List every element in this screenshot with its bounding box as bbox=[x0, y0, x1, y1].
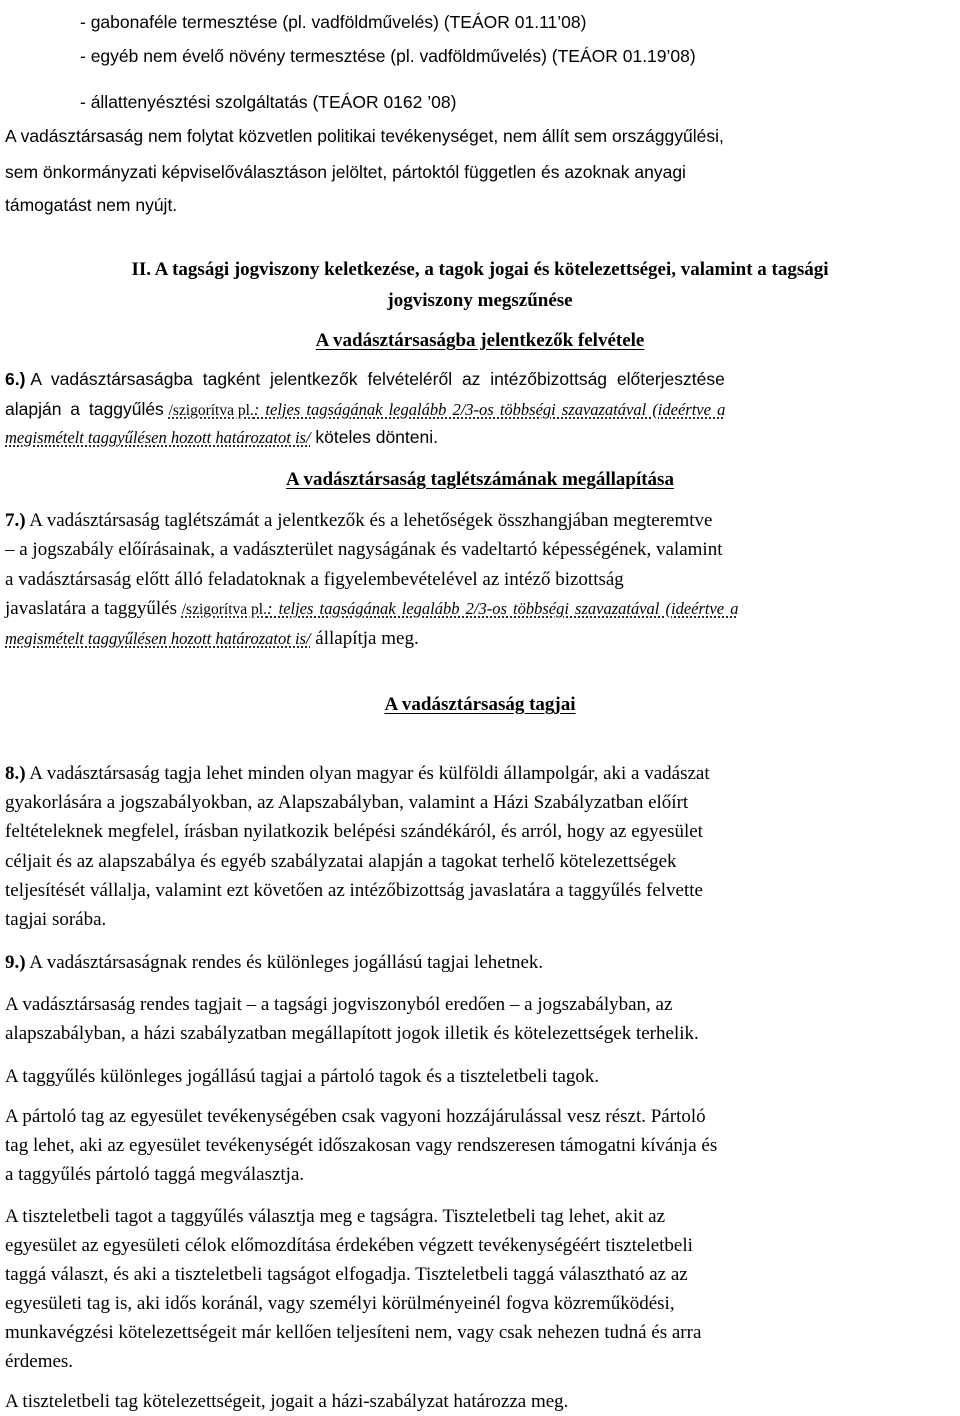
subsection-heading: A vadásztársaságba jelentkezők felvétele bbox=[315, 330, 645, 351]
paragraph-6-line: 6.) A vadásztársaságba tagként jelentkezők felvételéről az intézőbizottság előterjesztése bbox=[5, 369, 725, 389]
paragraph-number: 7.) bbox=[5, 510, 26, 531]
paragraph-7-line: – a jogszabály előírásainak, a vadászterület nagyságának és vadeltartó képességének, valamint bbox=[5, 539, 723, 560]
subsection-heading: A vadásztársaság taglétszámának megállapítása bbox=[286, 469, 674, 490]
amendment-text: : teljes tagságának legalább 2/3-os többségi szavazatával (ideértve a bbox=[266, 599, 739, 618]
paragraph-line: A vadásztársaság rendes tagjait – a tagsági jogviszonyból eredően – a jogszabályban, az bbox=[5, 994, 673, 1015]
activity-item: - gabonaféle termesztése (pl. vadföldművelés) (TEÁOR 01.11’08) bbox=[80, 12, 587, 32]
section-title: II. A tagsági jogviszony keletkezése, a tagok jogai és kötelezettségei, valamint a tagsági bbox=[131, 259, 829, 280]
politics-paragraph-line: támogatást nem nyújt. bbox=[5, 195, 178, 215]
section-title: jogviszony megszűnése bbox=[387, 290, 573, 311]
politics-paragraph-line: A vadásztársaság nem folytat közvetlen politikai tevékenységet, nem állít sem országgyűlési, bbox=[5, 126, 724, 146]
paragraph-line: A taggyűlés különleges jogállású tagjai a pártoló tagok és a tiszteletbeli tagok. bbox=[5, 1066, 600, 1087]
paragraph-7-line: javaslatára a taggyűlés /szigorítva pl.: teljes tagságának legalább 2/3-os többségi szavazatával (ideértve a bbox=[5, 598, 739, 619]
paragraph-8-line: feltételeknek megfelel, írásban nyilatkozik belépési szándékáról, és arról, hogy az egyesület bbox=[5, 821, 703, 842]
paragraph-9-line: 9.) A vadásztársaságnak rendes és különleges jogállású tagjai lehetnek. bbox=[5, 952, 544, 973]
paragraph-line: A tiszteletbeli tagot a taggyűlés választja meg e tagságra. Tiszteletbeli tag lehet, akit az bbox=[5, 1206, 666, 1227]
subsection-heading: A vadásztársaság tagjai bbox=[384, 694, 576, 715]
paragraph-8-line: gyakorlására a jogszabályokban, az Alapszabályban, valamint a Házi Szabályzatban előírt bbox=[5, 792, 689, 813]
paragraph-8-line: tagjai sorába. bbox=[5, 909, 107, 930]
paragraph-6-line: alapján a taggyűlés /szigorítva pl.: teljes tagságának legalább 2/3-os többségi szavazatával (ideértve a bbox=[5, 399, 726, 419]
paragraph-line: munkavégzési kötelezettségeit már kellően teljesíteni nem, vagy csak nehezen tudná és arra bbox=[5, 1322, 702, 1343]
paragraph-7-line: a vadásztársaság előtt álló feladatoknak a figyelembevételével az intéző bizottság bbox=[5, 569, 624, 590]
paragraph-line: egyesület az egyesületi célok előmozdítása érdekében végzett tevékenységéért tiszteletbeli bbox=[5, 1235, 693, 1256]
paragraph-7-line: 7.) A vadásztársaság taglétszámát a jelentkezők és a lehetőségek összhangjában megteremtve bbox=[5, 510, 713, 531]
politics-paragraph-line: sem önkormányzati képviselőválasztáson jelöltet, pártoktól független és azoknak anyagi bbox=[5, 162, 686, 182]
paragraph-number: 6.) bbox=[5, 369, 26, 389]
paragraph-number: 9.) bbox=[5, 952, 26, 973]
amendment-text: : teljes tagságának legalább 2/3-os többségi szavazatával (ideértve a bbox=[253, 400, 726, 419]
paragraph-line: a taggyűlés pártoló taggá megválasztja. bbox=[5, 1164, 305, 1185]
paragraph-line: A pártoló tag az egyesület tevékenységében csak vagyoni hozzájárulással vesz részt. Pártoló bbox=[5, 1106, 706, 1127]
amendment-label: /szigorítva pl. bbox=[181, 601, 267, 618]
activity-item: - egyéb nem évelő növény termesztése (pl. vadföldművelés) (TEÁOR 01.19’08) bbox=[80, 46, 696, 66]
paragraph-7-line: megismételt taggyűlésen hozott határozatot is/ állapítja meg. bbox=[5, 628, 419, 649]
paragraph-line: alapszabályban, a házi szabályzatban megállapított jogok illetik és kötelezettségek terhelik. bbox=[5, 1023, 699, 1044]
paragraph-8-line: 8.) A vadásztársaság tagja lehet minden olyan magyar és külföldi állampolgár, aki a vadászat bbox=[5, 763, 710, 784]
paragraph-6-line: megismételt taggyűlésen hozott határozatot is/ köteles dönteni. bbox=[5, 427, 438, 447]
amendment-label: /szigorítva pl. bbox=[168, 402, 254, 419]
paragraph-8-line: céljait és az alapszabálya és egyéb szabályzatai alapján a tagokat terhelő kötelezettségek bbox=[5, 851, 677, 872]
paragraph-line: érdemes. bbox=[5, 1351, 74, 1372]
amendment-text: megismételt taggyűlésen hozott határozatot is/ bbox=[5, 629, 311, 648]
paragraph-number: 8.) bbox=[5, 763, 26, 784]
paragraph-line: A tiszteletbeli tag kötelezettségeit, jogait a házi-szabályzat határozza meg. bbox=[5, 1391, 569, 1412]
paragraph-line: taggá választ, és aki a tiszteletbeli tagságot elfogadja. Tiszteletbeli taggá választható az az bbox=[5, 1264, 688, 1285]
paragraph-line: egyesületi tag is, aki idős koránál, vagy személyi körülményeinél fogva közreműködési, bbox=[5, 1293, 675, 1314]
amendment-text: megismételt taggyűlésen hozott határozatot is/ bbox=[5, 428, 311, 447]
paragraph-8-line: teljesítését vállalja, valamint ezt követően az intézőbizottság javaslatára a taggyűlés felvette bbox=[5, 880, 703, 901]
activity-item: - állattenyésztési szolgáltatás (TEÁOR 0162 ’08) bbox=[80, 92, 457, 112]
paragraph-line: tag lehet, aki az egyesület tevékenységét időszakosan vagy rendszeresen támogatni kívánja és bbox=[5, 1135, 718, 1156]
